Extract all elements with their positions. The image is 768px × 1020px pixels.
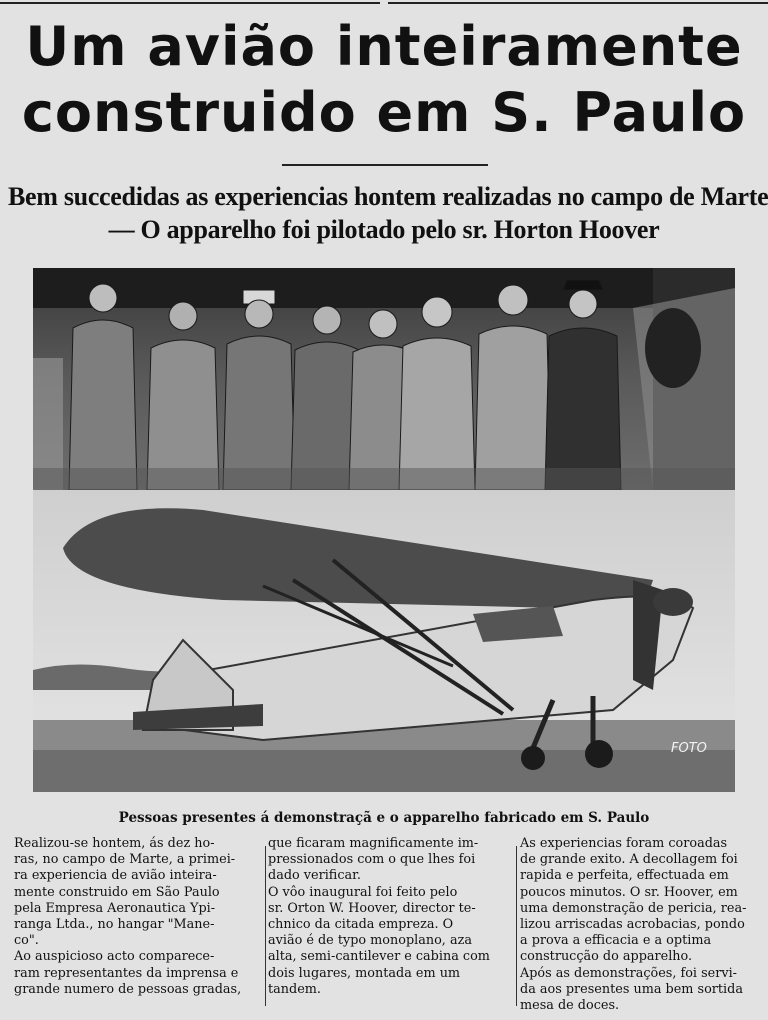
column-rule — [265, 846, 266, 1006]
airplane-photo — [33, 490, 735, 792]
column-3-line: lizou arriscadas acrobacias, pondo — [520, 917, 745, 933]
column-2-line: avião é de typo monoplano, aza — [268, 933, 472, 949]
column-3-line: As experiencias foram coroadas — [520, 836, 728, 851]
subheadline-line-1: Bem succedidas as experiencias hontem realizadas no campo de Marte — [8, 182, 768, 211]
column-3-line: da aos presentes uma bem sortida — [520, 981, 743, 997]
column-2-line: alta, semi-cantilever e cabina com — [268, 949, 490, 965]
column-1-line: ranga Ltda., no hangar "Mane- — [14, 917, 215, 933]
subheadline-line-2: — O apparelho foi pilotado pelo sr. Horton Hoover — [108, 215, 660, 244]
article-column-2 — [268, 836, 520, 998]
column-1-line: ras, no campo de Marte, a primei- — [14, 852, 236, 868]
column-1-line: co". — [14, 933, 39, 949]
column-3-line: rapida e perfeita, effectuada em — [520, 868, 729, 884]
top-rules — [0, 2, 768, 6]
top-rule-right — [388, 2, 768, 4]
article-body — [14, 836, 764, 1016]
column-1-line: Realizou-se hontem, ás dez ho- — [14, 836, 215, 851]
article-column-3 — [520, 836, 764, 1014]
column-1-line: grande numero de pessoas gradas, — [14, 981, 242, 997]
headline-divider — [282, 164, 488, 166]
column-1-line: pela Empresa Aeronautica Ypi- — [14, 900, 216, 916]
column-2-line: O vôo inaugural foi feito pelo — [268, 884, 458, 900]
column-2-line: sr. Orton W. Hoover, director te- — [268, 900, 476, 916]
column-1-line: mente construido em São Paulo — [14, 884, 220, 900]
column-3-line: poucos minutos. O sr. Hoover, em — [520, 884, 738, 900]
column-1-line: ra experiencia de avião inteira- — [14, 868, 217, 884]
column-1-line: ram representantes da imprensa e — [14, 965, 239, 981]
column-3-line: construcção do apparelho. — [520, 949, 693, 965]
column-rule — [516, 846, 517, 1006]
column-2-line: dois lugares, montada em um — [268, 965, 461, 981]
column-3-line: uma demonstração de pericia, rea- — [520, 900, 747, 916]
column-2-line: que ficaram magnificamente im- — [268, 836, 479, 851]
column-2-line: chnico da citada empreza. O — [268, 917, 454, 933]
column-2-line: dado verificar. — [268, 868, 361, 884]
headline-line-1: Um avião inteiramente — [25, 15, 743, 78]
headline — [8, 14, 760, 146]
column-3-line: a prova a efficacia e a optima — [520, 933, 712, 949]
column-3-line: de grande exito. A decollagem foi — [520, 852, 738, 868]
photo-credit: FOTO — [671, 741, 707, 756]
column-3-line: Após as demonstrações, foi servi- — [520, 965, 737, 981]
column-1-line: Ao auspicioso acto comparece- — [14, 949, 215, 965]
headline-line-2: construido em S. Paulo — [21, 81, 747, 144]
top-rule-left — [0, 2, 380, 4]
subheadline — [8, 180, 768, 246]
column-2-line: pressionados com o que lhes foi — [268, 852, 476, 868]
article-column-1 — [14, 836, 258, 998]
group-photo — [33, 268, 735, 490]
column-3-line: mesa de doces. — [520, 998, 620, 1014]
photo-caption: Pessoas presentes á demonstraçã e o apparelho fabricado em S. Paulo — [118, 810, 650, 826]
column-2-line: tandem. — [268, 981, 321, 997]
